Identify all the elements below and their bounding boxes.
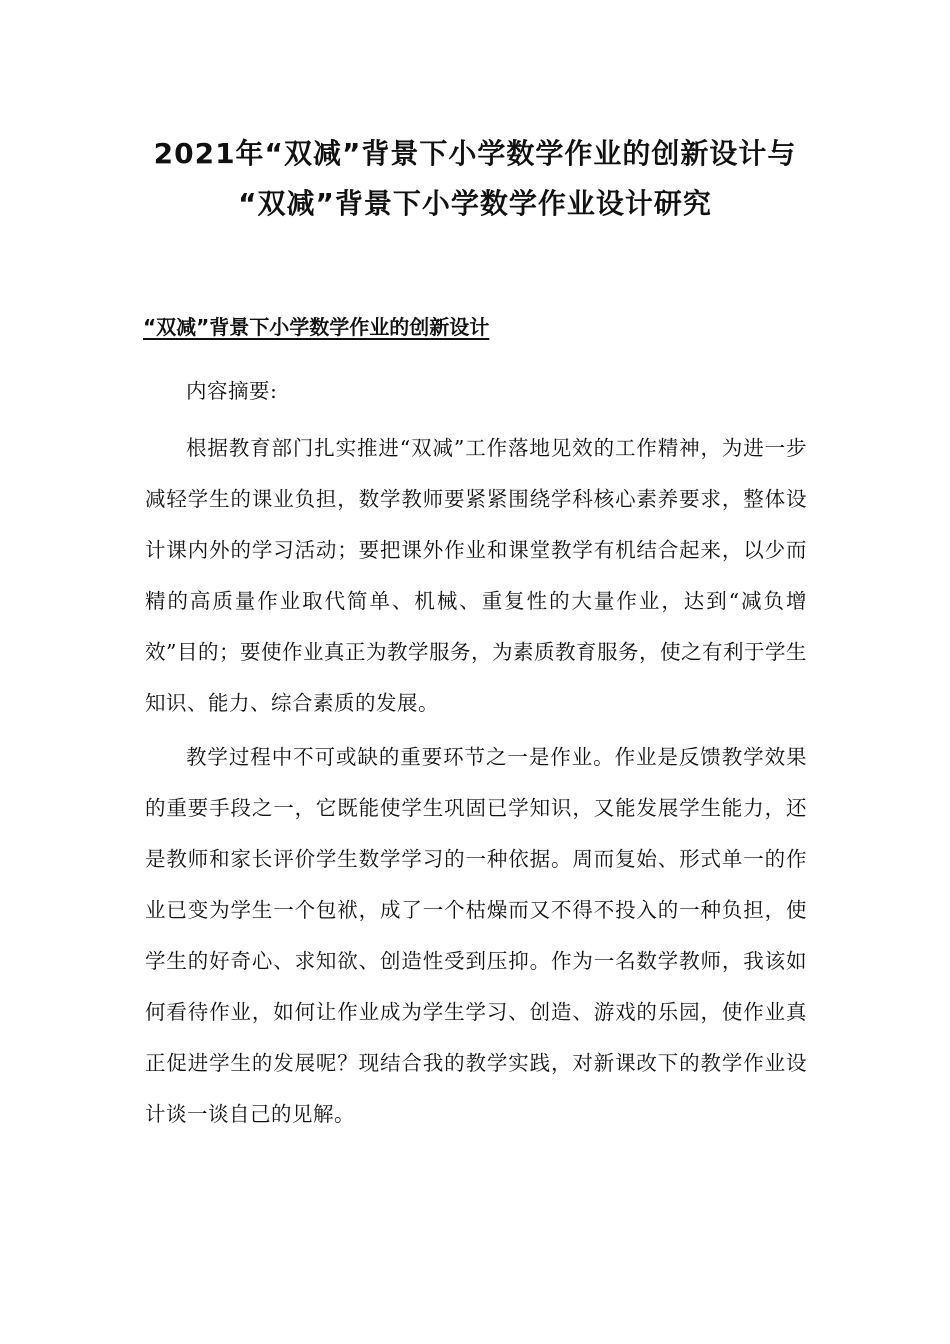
- abstract-label: 内容摘要:: [186, 379, 278, 403]
- document-title-line-2: “双减”背景下小学数学作业设计研究: [238, 187, 712, 220]
- abstract-paragraph: 根据教育部门扎实推进“双减”工作落地见效的工作精神，为进一步减轻学生的课业负担，数学教师要紧紧围绕学科核心素养要求，整体设计课内外的学习活动；要把课外作业和课堂教学有机结合起来，以少而精的高质量作业取代简单、机械、重复性的大量作业，达到“减负增效”目的；要使作业真正为教学服务，为素质教育服务，使之有利于学生知识、能力、综合素质的发展。: [145, 436, 807, 715]
- document-title-line-1: 2021年“双减”背景下小学数学作业的创新设计与: [153, 137, 797, 170]
- section-heading: “双减”背景下小学数学作业的创新设计: [143, 315, 490, 339]
- body-paragraph: 教学过程中不可或缺的重要环节之一是作业。作业是反馈教学效果的重要手段之一，它既能使学生巩固已学知识，又能发展学生能力，还是教师和家长评价学生数学学习的一种依据。周而复始、形式单一的作业已变为学生一个包袱，成了一个枯燥而又不得不投入的一种负担，使学生的好奇心、求知欲、创造性受到压抑。作为一名数学教师，我该如何看待作业，如何让作业成为学生学习、创造、游戏的乐园，使作业真正促进学生的发展呢？现结合我的教学实践，对新课改下的教学作业设计谈一谈自己的见解。: [145, 745, 807, 1126]
